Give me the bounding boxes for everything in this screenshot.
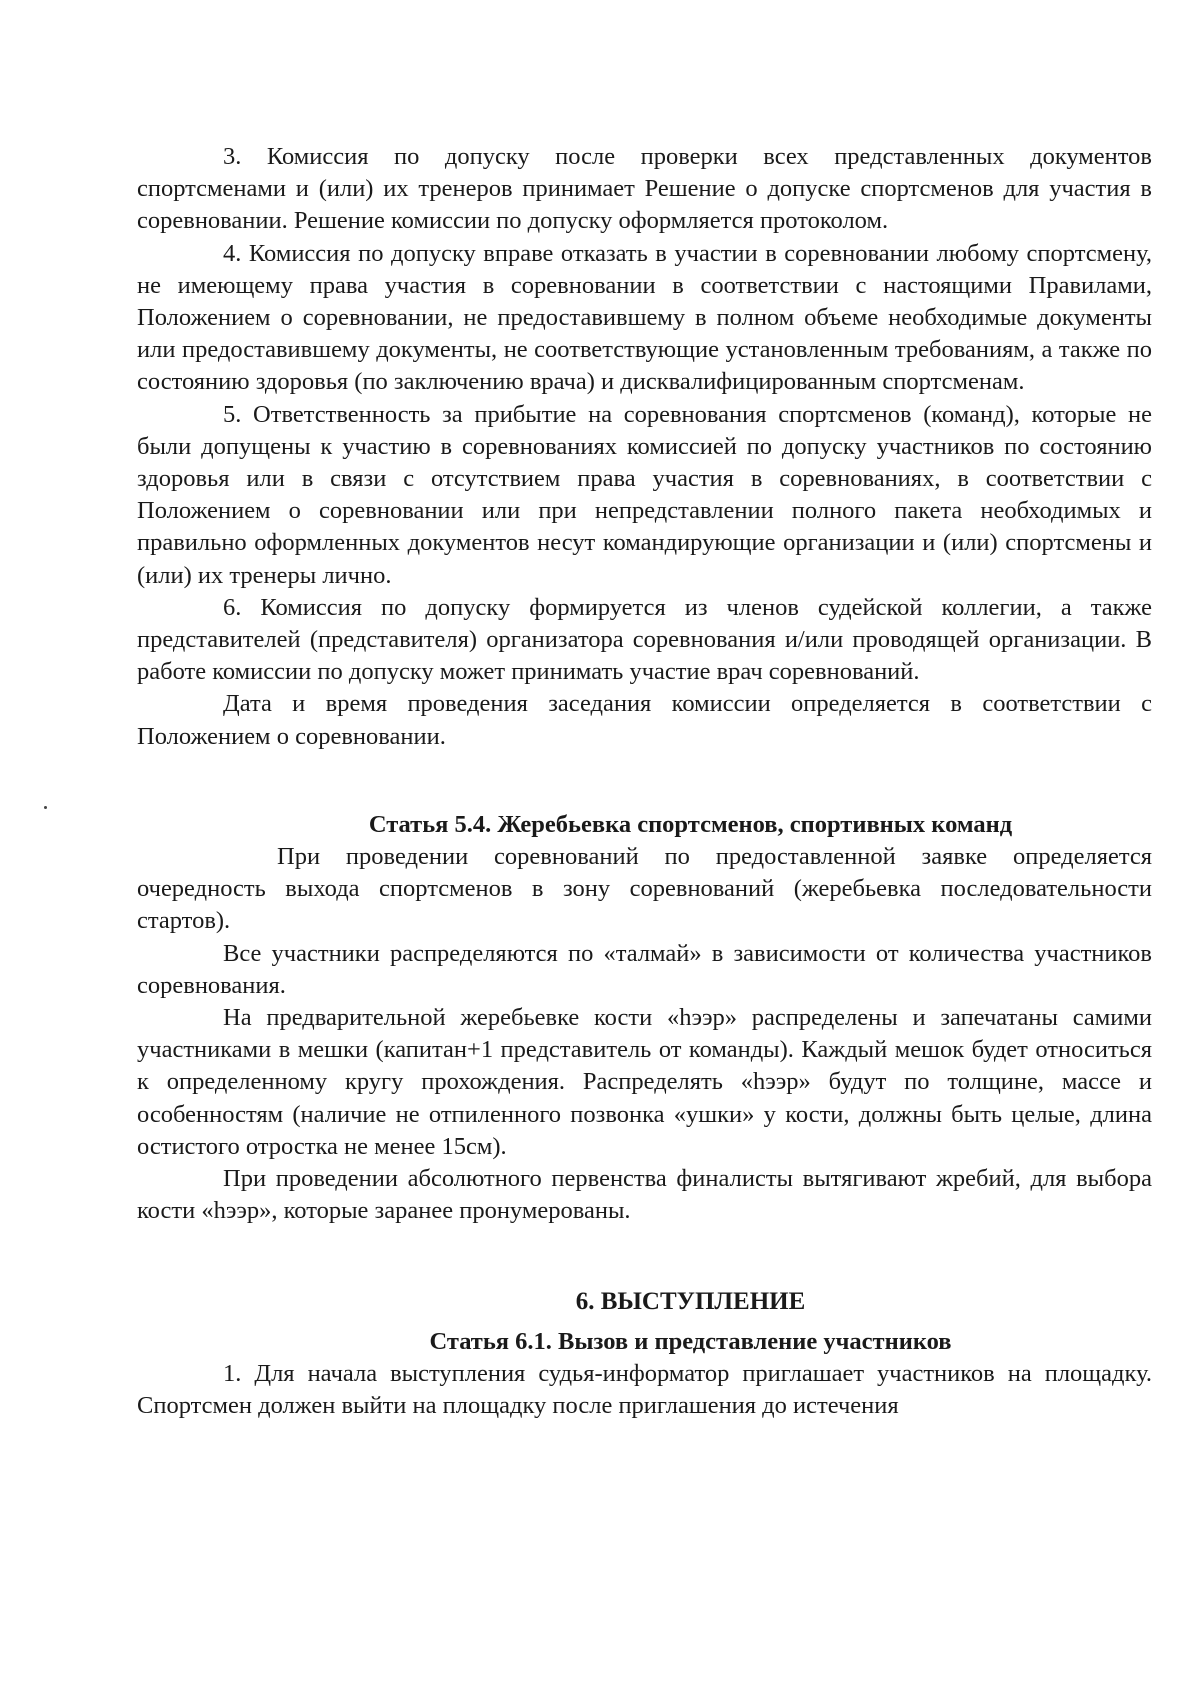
article-5-4-paragraph-2: Все участники распределяются по «талмай» в зависимости от количества участников соревнования. (137, 939, 1152, 999)
paragraph-4: 4. Комиссия по допуску вправе отказать в участии в соревновании любому спортсмену, не имеющему права участия в соревновании в соответствии с настоящими Правилами, Положением о соревновании, не предоставившему в полном объеме необходимые документы или предоставившему документы, не соответствующие установленным требованиям, а также по состоянию здоровья (по заключению врача) и дисквалифицированным спортсменам. (137, 239, 1152, 396)
paragraph-commission-date: Дата и время проведения заседания комиссии определяется в соответствии с Положением о соревновании. (137, 690, 1152, 750)
article-5-4-paragraph-3: На предварительной жеребьевке кости «һээр» распределены и запечатаны самими участниками в мешки (капитан+1 представитель от команды). Каждый мешок будет относиться к определенному кругу прохождения. Распределять «һээр» будут по толщине, массе и особенностям (наличие не отпиленного позвонка «ушки» у кости, должны быть целые, длина остистого отростка не менее 15см). (137, 1004, 1152, 1160)
article-5-4-title: Статья 5.4. Жеребьевка спортсменов, спортивных команд (368, 810, 1013, 838)
article-6-1-title: Статья 6.1. Вызов и представление участников (429, 1327, 952, 1355)
spacer (137, 1318, 1152, 1326)
article-6-1-paragraph-1: 1. Для начала выступления судья-информатор приглашает участников на площадку. Спортсмен должен выйти на площадку после приглашения до истечения (137, 1359, 1152, 1419)
spacer (137, 1228, 1152, 1286)
paragraph-6: 6. Комиссия по допуску формируется из членов судейской коллегии, а также представителей (представителя) организатора соревнования и/или проводящей организации. В работе комиссии по допуску может принимать участие врач соревнований. (137, 593, 1152, 686)
article-5-4-paragraph-1: При проведении соревнований по предоставленной заявке определяется очередность выхода спортсменов в зону соревнований (жеребьевка последовательности стартов). (137, 843, 1152, 935)
article-5-4-paragraph-4: При проведении абсолютного первенства финалисты вытягивают жребий, для выбора кости «һээр», которые заранее пронумерованы. (137, 1165, 1152, 1225)
scan-dot (44, 806, 47, 809)
section-6-title: 6. ВЫСТУПЛЕНИЕ (575, 1287, 806, 1315)
spacer (137, 753, 1152, 809)
paragraph-3: 3. Комиссия по допуску после проверки всех представленных документов спортсменами и (или) их тренеров принимает Решение о допуске спортсменов для участия в соревновании. Решение комиссии по допуску оформляется протоколом. (137, 143, 1152, 235)
paragraph-5: 5. Ответственность за прибытие на соревнования спортсменов (команд), которые не были допущены к участию в соревнованиях комиссией по допуску участников по состоянию здоровья или в связи с отсутствием права участия в соревнованиях, в соответствии с Положением о соревновании или при непредставлении полного пакета необходимых и правильно оформленных документов несут командирующие организации и (или) спортсмены и (или) их тренеры лично. (137, 400, 1152, 589)
